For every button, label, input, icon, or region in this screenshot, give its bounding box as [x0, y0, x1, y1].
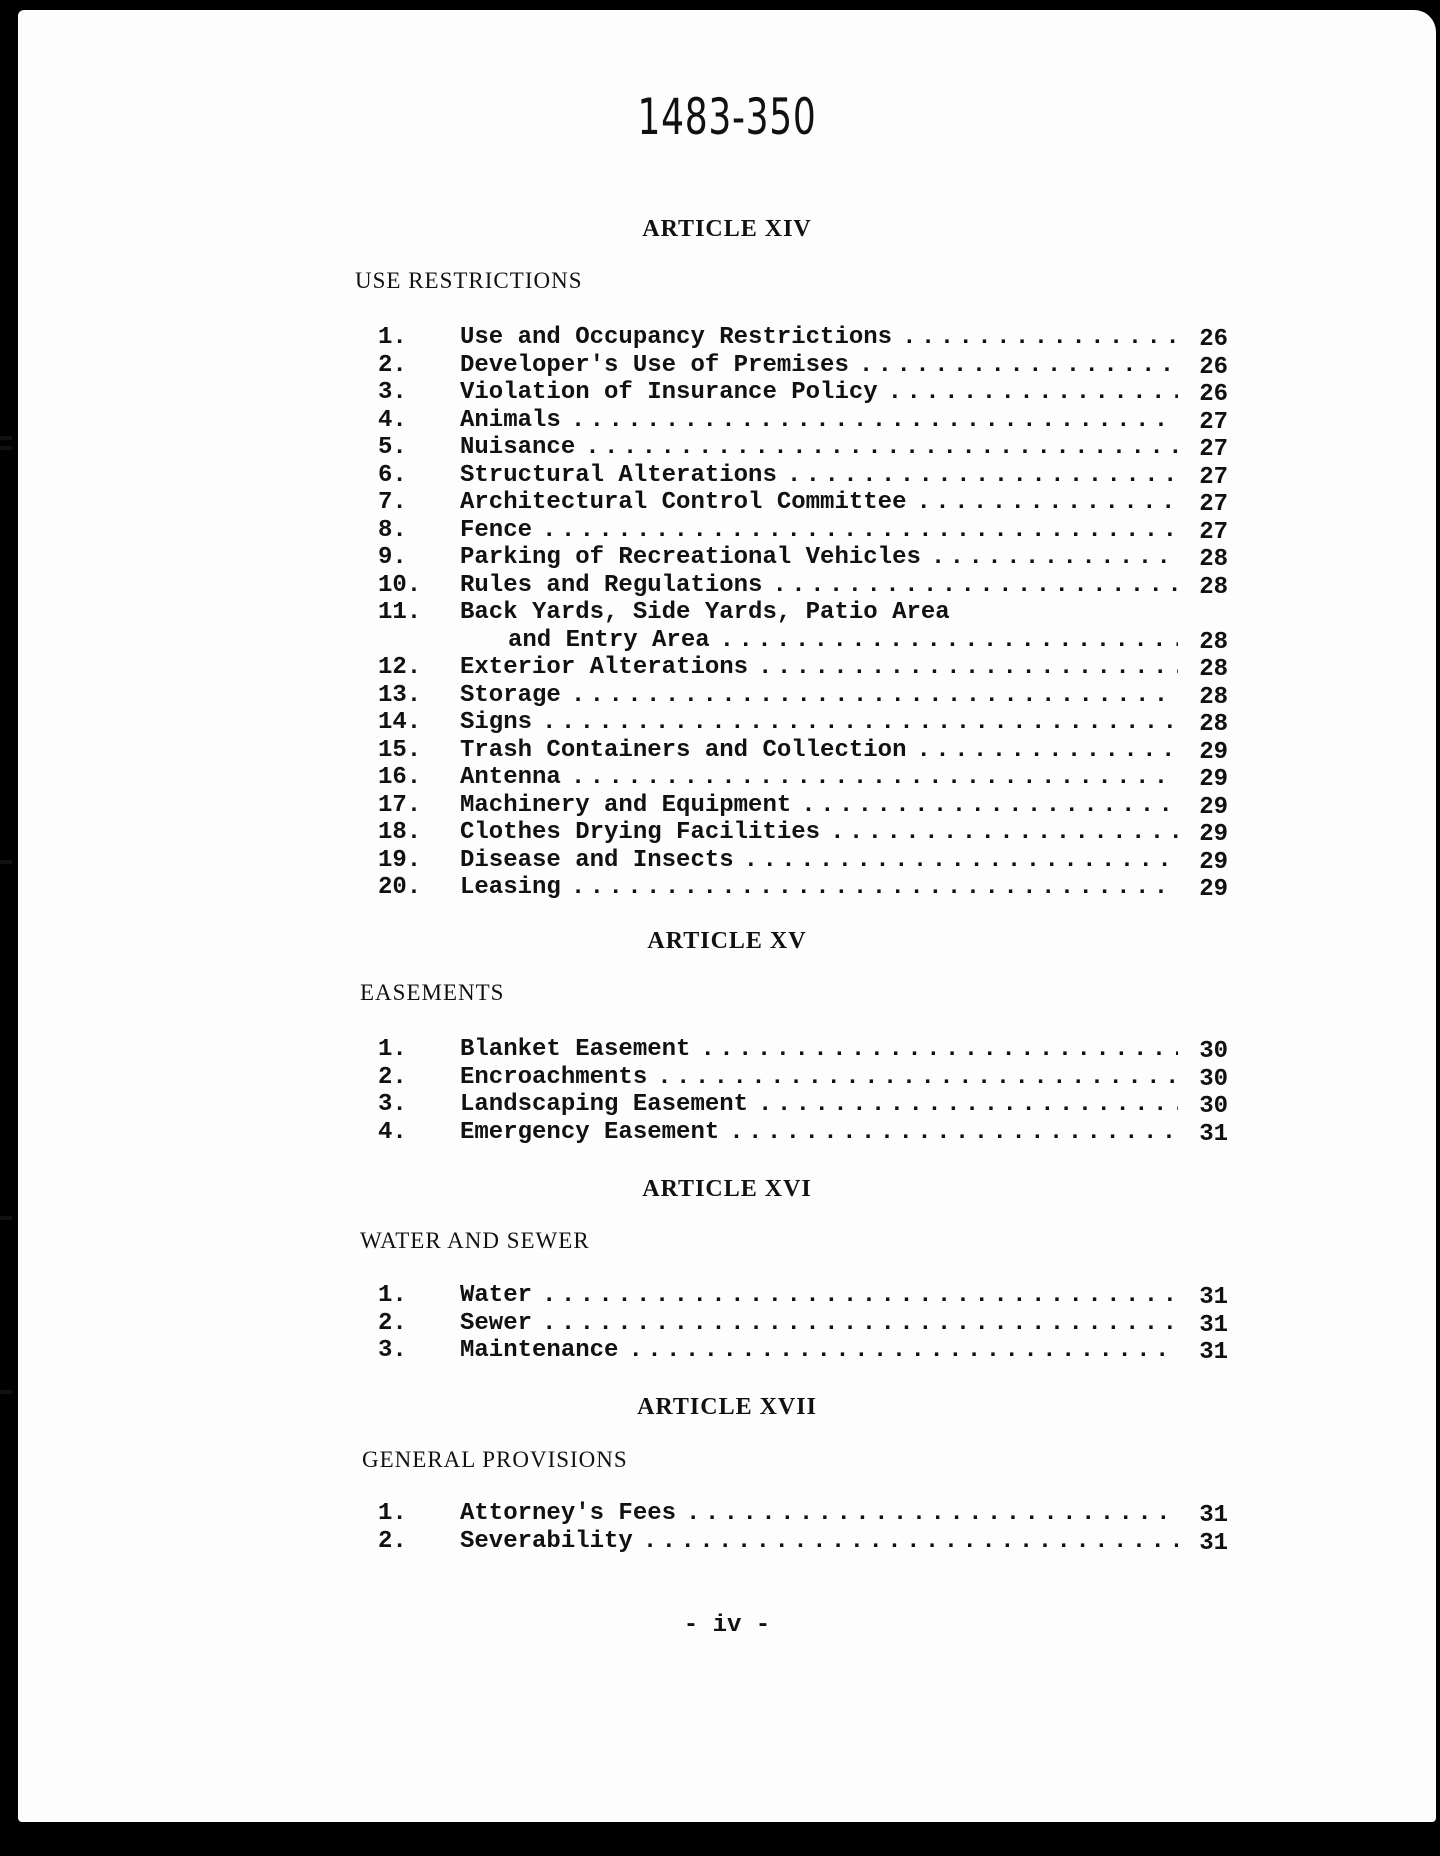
toc-list	[358, 1282, 1228, 1365]
document-page	[18, 10, 1436, 1822]
toc-entry: 2. Severability . . . 31	[358, 1528, 1228, 1556]
toc-entry: 4. Animals . . . 27	[358, 407, 1228, 435]
toc-entry: 16. Antenna . . . 29	[358, 764, 1228, 792]
toc-entry: 7. Architectural Control Committee . . . 27	[358, 489, 1228, 517]
scan-bottom-edge	[0, 1822, 1440, 1856]
document-number: 1483-350	[637, 88, 817, 146]
toc-entry: 14. Signs . . . 28	[358, 709, 1228, 737]
toc-entry: 3. Maintenance . . . 31	[358, 1337, 1228, 1365]
toc-entry: 18. Clothes Drying Facilities . . . 29	[358, 819, 1228, 847]
toc-list	[358, 1500, 1228, 1555]
toc-entry: 2. Sewer . . . 31	[358, 1310, 1228, 1338]
article-heading: ARTICLE XV	[647, 928, 807, 954]
toc-entry: 17. Machinery and Equipment . . . 29	[358, 792, 1228, 820]
article-heading: ARTICLE XVI	[642, 1176, 812, 1202]
toc-entry: 2. Developer's Use of Premises . . . 26	[358, 352, 1228, 380]
toc-entry: 4. Emergency Easement . . . 31	[358, 1119, 1228, 1147]
toc-entry: 11. Back Yards, Side Yards, Patio Area	[378, 599, 950, 626]
section-heading: GENERAL PROVISIONS	[362, 1447, 628, 1472]
toc-entry: 10. Rules and Regulations . . . 28	[358, 572, 1228, 600]
toc-entry: 12. Exterior Alterations . . . 28	[358, 654, 1228, 682]
toc-entry: 19. Disease and Insects . . . 29	[358, 847, 1228, 875]
toc-entry: 9. Parking of Recreational Vehicles . . . 28	[358, 544, 1228, 572]
article-heading: ARTICLE XIV	[642, 216, 812, 242]
toc-entry: 6. Structural Alterations . . . 27	[358, 462, 1228, 490]
toc-entry: 2. Encroachments . . . 30	[358, 1064, 1228, 1092]
toc-entry: 1. Water . . . 31	[358, 1282, 1228, 1310]
toc-entry: 3. Violation of Insurance Policy . . . 26	[358, 379, 1228, 407]
toc-entry: 15. Trash Containers and Collection . . . 29	[358, 737, 1228, 765]
toc-entry: 3. Landscaping Easement . . . 30	[358, 1091, 1228, 1119]
section-heading: EASEMENTS	[360, 980, 505, 1005]
scan-edge-marks	[0, 0, 18, 1856]
toc-entry: 13. Storage . . . 28	[358, 682, 1228, 710]
toc-list	[358, 324, 1228, 902]
toc-entry: 1. Blanket Easement . . . 30	[358, 1036, 1228, 1064]
toc-list	[358, 1036, 1228, 1146]
toc-entry: 5. Nuisance . . . 27	[358, 434, 1228, 462]
section-heading: WATER AND SEWER	[360, 1228, 590, 1253]
section-heading: USE RESTRICTIONS	[355, 268, 583, 293]
article-heading: ARTICLE XVII	[637, 1394, 817, 1420]
page-number-footer: - iv -	[683, 1612, 771, 1639]
toc-entry: 20. Leasing . . . 29	[358, 874, 1228, 902]
toc-entry: 1. Attorney's Fees . . . 31	[358, 1500, 1228, 1528]
toc-entry: 1. Use and Occupancy Restrictions . . . 26	[358, 324, 1228, 352]
toc-entry: 8. Fence . . . 27	[358, 517, 1228, 545]
toc-entry-continuation: and Entry Area . . . 28	[358, 627, 1228, 655]
